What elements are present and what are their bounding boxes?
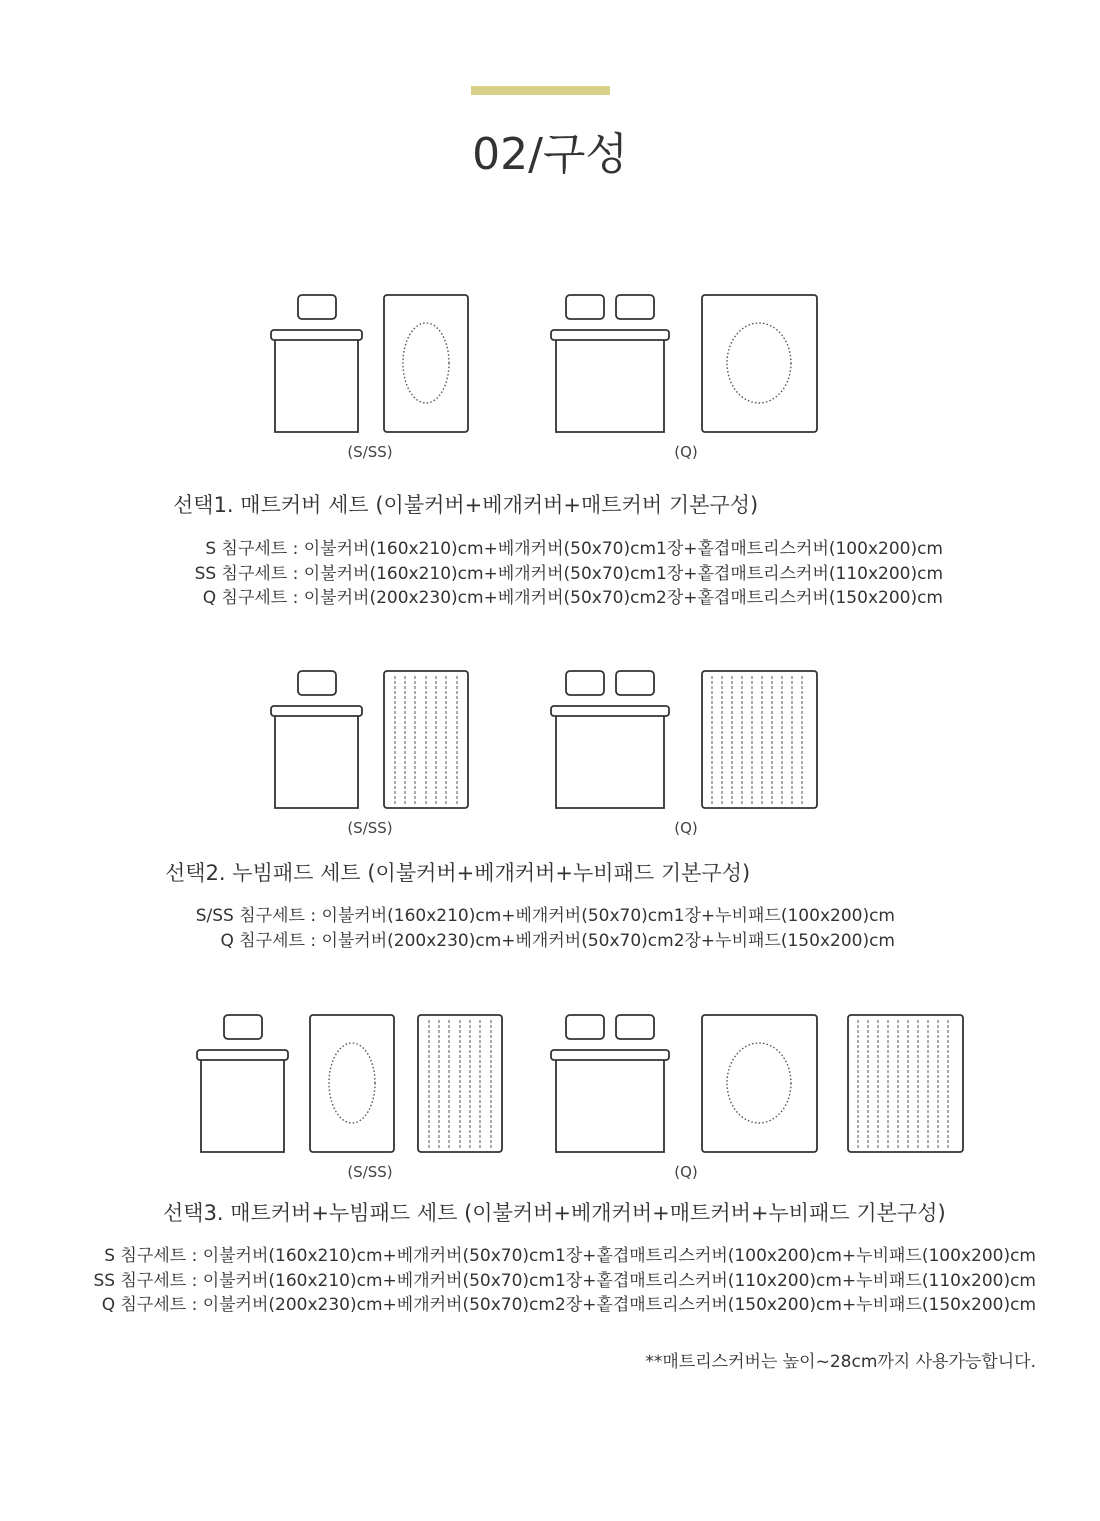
page-title: 02/구성 [472, 129, 628, 180]
size-label-q: (Q) [674, 1163, 698, 1181]
size-label-s-ss: (S/SS) [347, 1163, 393, 1181]
option1-illustration [271, 295, 817, 432]
option2-specs [196, 904, 895, 953]
quilted-pad-icon-s [418, 1015, 502, 1152]
option3-specs [94, 1244, 1037, 1318]
mattress-cover-icon-q [702, 295, 817, 432]
size-label-s-ss: (S/SS) [347, 819, 393, 837]
duvet-icon-q [551, 295, 669, 432]
duvet-icon-s [271, 671, 362, 808]
spec-line: S 침구세트 : 이불커버(160x210)cm+베개커버(50x70)cm1장+홑겹매트리스커버(100x200)cm [205, 539, 943, 559]
quilted-pad-icon-s [384, 671, 468, 808]
duvet-icon-q [551, 671, 669, 808]
spec-line: SS 침구세트 : 이불커버(160x210)cm+베개커버(50x70)cm1장+홑겹매트리스커버(110x200)cm+누비패드(110x200)cm [93, 1270, 1036, 1291]
size-label-s-ss: (S/SS) [347, 443, 393, 461]
size-label-q: (Q) [674, 443, 698, 461]
spec-line: Q 침구세트 : 이불커버(200x230)cm+베개커버(50x70)cm2장+홑겹매트리스커버(150x200)cm [202, 588, 943, 608]
size-label-q: (Q) [674, 819, 698, 837]
option3-title: 선택3. 매트커버+누빔패드 세트 (이불커버+베개커버+매트커버+누비패드 기본구성) [163, 1201, 946, 1225]
option1-specs [195, 537, 943, 611]
spec-line: SS 침구세트 : 이불커버(160x210)cm+베개커버(50x70)cm1장+홑겹매트리스커버(110x200)cm [194, 563, 943, 584]
spec-line: Q 침구세트 : 이불커버(200x230)cm+베개커버(50x70)cm2장+홑겹매트리스커버(150x200)cm+누비패드(150x200)cm [101, 1295, 1036, 1315]
mattress-cover-icon-s [384, 295, 468, 432]
quilted-pad-icon-q [702, 671, 817, 808]
option3-illustration [197, 1015, 963, 1152]
duvet-icon-s [271, 295, 362, 432]
spec-line: S/SS 침구세트 : 이불커버(160x210)cm+베개커버(50x70)cm1장+누비패드(100x200)cm [195, 906, 895, 926]
mattress-cover-icon-s [310, 1015, 394, 1152]
spec-line: S 침구세트 : 이불커버(160x210)cm+베개커버(50x70)cm1장+홑겹매트리스커버(100x200)cm+누비패드(100x200)cm [104, 1246, 1036, 1266]
duvet-icon-s [197, 1015, 288, 1152]
option2-illustration [271, 671, 817, 808]
spec-line: Q 침구세트 : 이불커버(200x230)cm+베개커버(50x70)cm2장+누비패드(150x200)cm [220, 930, 895, 951]
duvet-icon-q [551, 1015, 669, 1152]
footnote: **매트리스커버는 높이~28cm까지 사용가능합니다. [645, 1352, 1036, 1372]
mattress-cover-icon-q [702, 1015, 817, 1152]
option1-title: 선택1. 매트커버 세트 (이불커버+베개커버+매트커버 기본구성) [173, 493, 759, 517]
option2-title: 선택2. 누빔패드 세트 (이불커버+베개커버+누비패드 기본구성) [165, 861, 751, 885]
quilted-pad-icon-q [848, 1015, 963, 1152]
